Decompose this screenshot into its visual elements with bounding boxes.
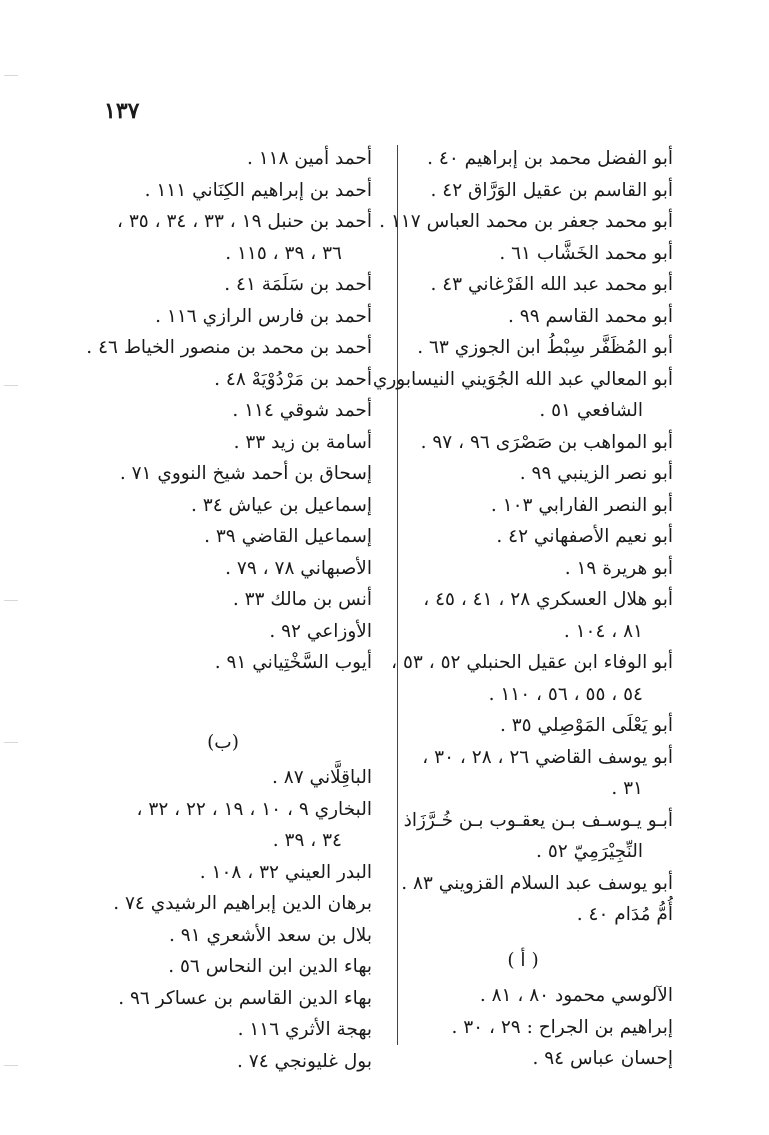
index-entry [373, 710, 673, 742]
index-entry-line: أحمد بن سَلَمَة ٤١ . [224, 274, 372, 295]
index-entry-line: إحسان عباس ٩٤ . [532, 1048, 673, 1069]
page-number: ١٣٧ [104, 98, 140, 124]
index-entry-line: إسماعيل بن عياش ٣٤ . [191, 494, 372, 516]
index-entry-continuation: الشافعي ٥١ . [539, 400, 643, 421]
index-entry-line: أبو محمد القاسم ٩٩ . [508, 305, 673, 327]
index-entry-line: الأصبهاني ٧٨ ، ٧٩ . [225, 557, 372, 579]
index-entry-line: أبو المعالي عبد الله الجُوَيني النيسابوري [372, 368, 673, 390]
margin-mark [4, 385, 18, 386]
index-entry [373, 206, 673, 238]
index-entry-line: أبو الفضل محمد بن إبراهيم ٤٠ . [427, 148, 673, 169]
index-entry-line: أبو المُظَفَّر سِبْطُ ابن الجوزي ٦٣ . [417, 337, 673, 358]
index-entry-line: أحمد بن محمد بن منصور الخياط ٤٦ . [86, 337, 372, 358]
index-entry-line: أحمد شوقي ١١٤ . [232, 400, 372, 421]
index-entry [74, 794, 372, 857]
index-entry [373, 980, 673, 1012]
entries-group [373, 980, 673, 1075]
index-entry [74, 857, 372, 889]
index-entry-line: أبو محمد جعفر بن محمد العباس ١١٧ . [379, 211, 673, 232]
index-entry-line: أبـو يـوسـف بـن يعقـوب بـن خُـرَّزَاذ [403, 809, 673, 831]
index-entry-line: أحمد أمين ١١٨ . [246, 148, 372, 169]
index-entry [373, 553, 673, 585]
section-heading-ba: (ب) [207, 731, 239, 753]
index-entry [74, 301, 372, 333]
margin-mark [4, 600, 18, 601]
index-entry-line: أبو يَعْلَى المَوْصِلي ٣٥ . [499, 715, 673, 736]
index-entry-line: أبو المواهب بن صَصْرَى ٩٦ ، ٩٧ . [420, 431, 673, 453]
index-entry-line: أبو نصر الزينبي ٩٩ . [519, 463, 673, 484]
index-entry-line: أبو الوفاء ابن عقيل الحنبلي ٥٢ ، ٥٣ ، [391, 652, 673, 673]
index-entry-continuation: ٣٤ ، ٣٩ . [272, 830, 342, 851]
index-entry [74, 553, 372, 585]
index-entry [74, 983, 372, 1015]
index-entry [74, 584, 372, 616]
index-entry-line: البدر العيني ٣٢ ، ١٠٨ . [199, 861, 372, 883]
index-entry-line: أبو القاسم بن عقيل الوَرَّاق ٤٢ . [430, 179, 673, 201]
index-entry [373, 584, 673, 647]
index-entry [373, 332, 673, 364]
index-entry [373, 427, 673, 459]
index-entry-line: أسامة بن زيد ٣٣ . [233, 431, 372, 453]
index-entry [74, 1046, 372, 1078]
index-entry [373, 490, 673, 522]
index-entry [74, 616, 372, 648]
index-entry [373, 521, 673, 553]
index-entry-line: أبو نعيم الأصفهاني ٤٢ . [496, 526, 673, 547]
index-entry [74, 458, 372, 490]
index-entry-continuation: النِّجِيْرَمِيّ ٥٢ . [536, 841, 643, 862]
margin-mark [4, 1065, 18, 1066]
index-entry [74, 427, 372, 459]
index-entry [74, 1014, 372, 1046]
index-entry-line: بول غليونجي ٧٤ . [237, 1050, 372, 1072]
index-entry [74, 647, 372, 679]
index-entry-continuation: ٣١ . [611, 778, 643, 799]
index-entry-line: الأوزاعي ٩٢ . [269, 620, 372, 642]
index-entry [373, 899, 673, 931]
margin-mark [4, 75, 18, 76]
section-heading-alif: ( أ ) [507, 949, 539, 971]
index-entry [373, 364, 673, 427]
index-entry-line: أبو النصر الفارابي ١٠٣ . [490, 494, 673, 516]
index-entry [373, 805, 673, 868]
index-entry-line: برهان الدين إبراهيم الرشيدي ٧٤ . [113, 893, 372, 914]
index-entry-line: أحمد بن حنبل ١٩ ، ٣٣ ، ٣٤ ، ٣٥ ، [116, 211, 372, 232]
index-entry-line: أبو يوسف عبد السلام القزويني ٨٣ . [401, 872, 673, 894]
index-entry-line: أحمد بن فارس الرازي ١١٦ . [155, 305, 372, 327]
index-entry-line: أُمُّ مُدَام ٤٠ . [576, 904, 673, 925]
index-entry [74, 269, 372, 301]
index-entry-line: الآلوسي محمود ٨٠ ، ٨١ . [479, 985, 673, 1006]
index-entry [373, 647, 673, 710]
index-entry-line: بهاء الدين القاسم بن عساكر ٩٦ . [118, 987, 372, 1009]
index-entry [74, 175, 372, 207]
index-entry [74, 490, 372, 522]
entries-group [74, 762, 372, 1077]
index-entry-line: أنس بن مالك ٣٣ . [232, 589, 372, 610]
index-entry [373, 458, 673, 490]
index-entry [74, 521, 372, 553]
index-entry [373, 1012, 673, 1044]
entries-group [373, 143, 673, 931]
index-entry-line: أبو محمد عبد الله الفَرْغاني ٤٣ . [430, 274, 673, 295]
index-entry-line: البخاري ٩ ، ١٠ ، ١٩ ، ٢٢ ، ٣٢ ، [136, 798, 372, 820]
index-entry [373, 238, 673, 270]
index-entry-line: إبراهيم بن الجراح : ٢٩ ، ٣٠ . [451, 1016, 673, 1038]
index-entry-line: أحمد بن مَرْدُوْيَهْ ٤٨ . [214, 368, 372, 390]
index-entry [74, 364, 372, 396]
index-entry [74, 206, 372, 269]
index-entry [74, 762, 372, 794]
index-entry [74, 332, 372, 364]
index-column-left [74, 143, 372, 1077]
margin-mark [4, 742, 18, 743]
index-entry-line: إسحاق بن أحمد شيخ النووي ٧١ . [119, 463, 372, 484]
index-entry [74, 888, 372, 920]
index-entry [74, 143, 372, 175]
entries-group [74, 143, 372, 679]
index-entry-line: بهاء الدين ابن النحاس ٥٦ . [168, 956, 372, 977]
index-entry [373, 1043, 673, 1075]
index-entry [74, 951, 372, 983]
index-entry-continuation: ٣٦ ، ٣٩ ، ١١٥ . [225, 242, 342, 264]
index-entry-continuation: ٥٤ ، ٥٥ ، ٥٦ ، ١١٠ . [488, 683, 643, 705]
index-column-right [373, 143, 673, 1075]
index-entry-line: أبو محمد الخَشَّاب ٦١ . [499, 242, 673, 264]
index-entry [373, 301, 673, 333]
index-entry-line: أحمد بن إبراهيم الكِنَاني ١١١ . [144, 179, 372, 201]
index-entry-line: بلال بن سعد الأشعري ٩١ . [169, 924, 372, 946]
index-entry-line: الباقِلَّاني ٨٧ . [272, 767, 372, 788]
index-entry [74, 920, 372, 952]
index-entry-line: أبو هلال العسكري ٢٨ ، ٤١ ، ٤٥ ، [423, 589, 673, 610]
index-entry-line: بهجة الأثري ١١٦ . [237, 1019, 372, 1040]
index-entry-line: أبو يوسف القاضي ٢٦ ، ٢٨ ، ٣٠ ، [422, 746, 673, 768]
index-entry [373, 269, 673, 301]
index-entry [373, 143, 673, 175]
index-entry [373, 742, 673, 805]
index-entry [74, 395, 372, 427]
index-entry [373, 175, 673, 207]
index-entry-line: أبو هريرة ١٩ . [564, 557, 673, 579]
index-entry-continuation: ٨١ ، ١٠٤ . [563, 620, 643, 642]
index-entry-line: أيوب السَّخْتِياني ٩١ . [214, 652, 372, 673]
index-entry [373, 868, 673, 900]
index-entry-line: إسماعيل القاضي ٣٩ . [204, 526, 372, 547]
